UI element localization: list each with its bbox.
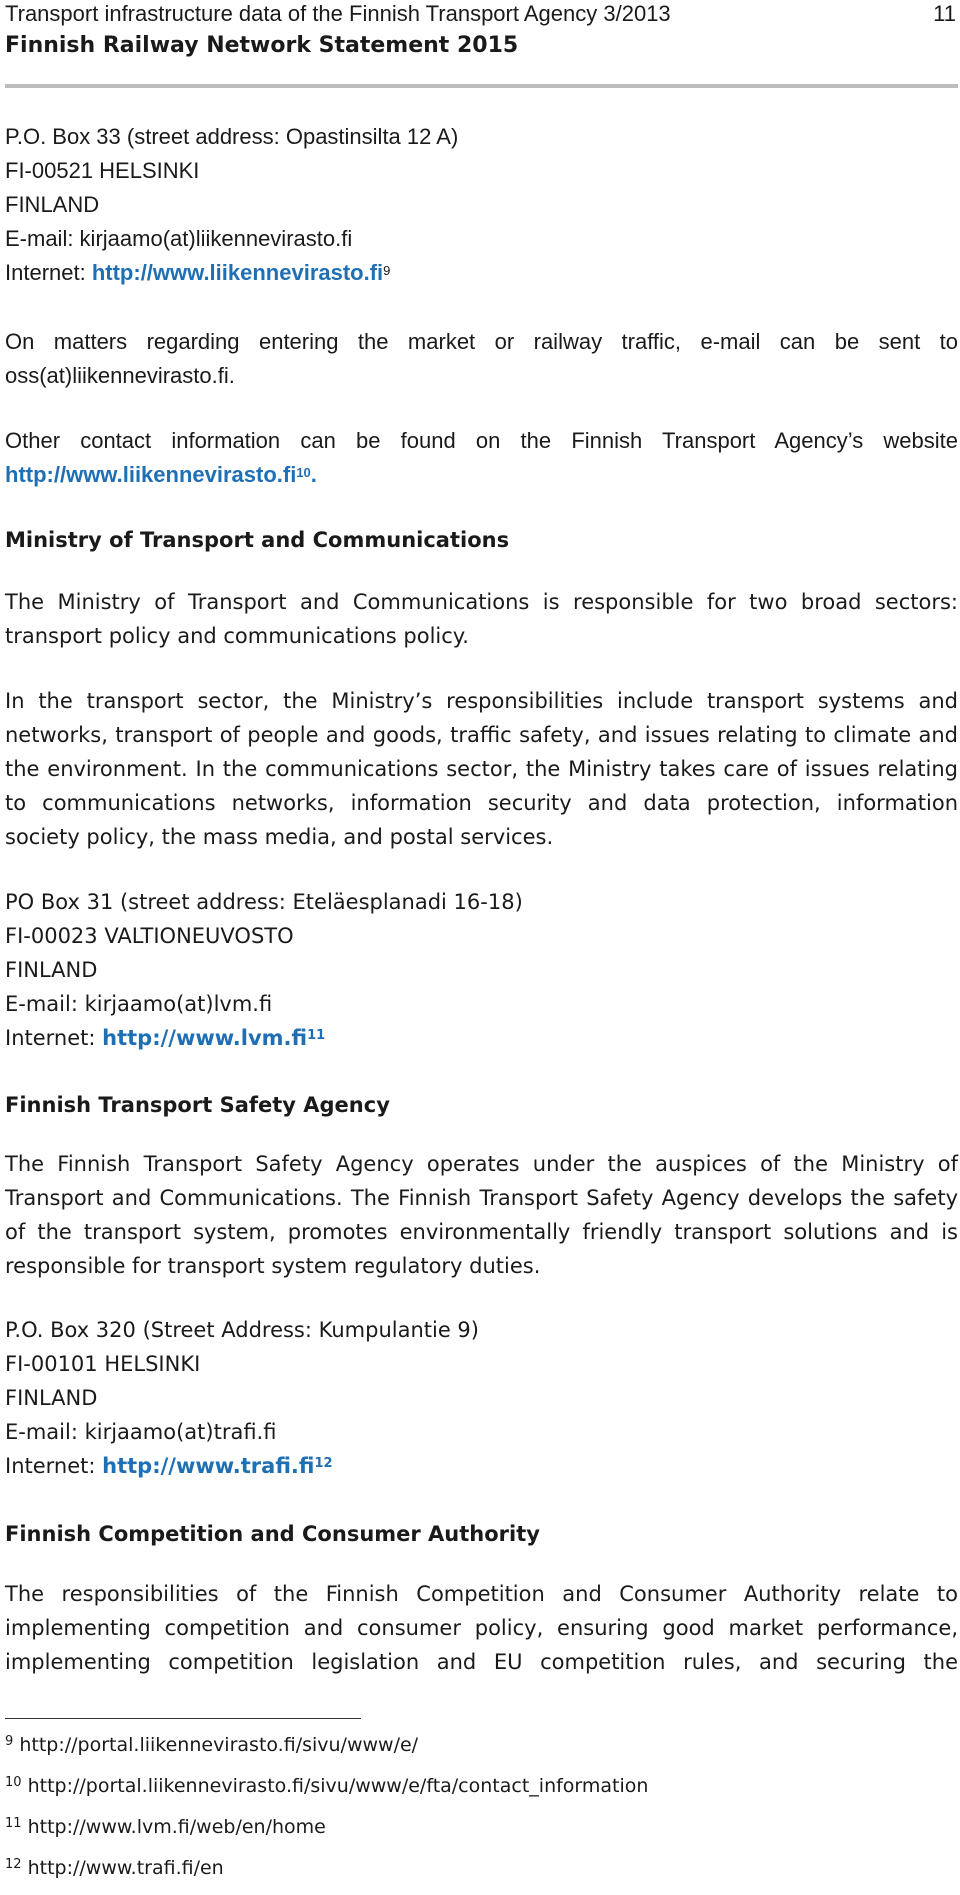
ministry-email: E-mail: kirjaamo(at)lvm.fi — [5, 992, 273, 1016]
kkv-paragraph-1: The responsibilities of the Finnish Competition and Consumer Authority relate to implementing competition and consumer policy, ensuring good market performance, implementing competition legislation and EU competition rules, and securing the — [5, 1582, 958, 1674]
header-subtitle: Finnish Railway Network Statement 2015 — [5, 33, 519, 58]
ministry-internet-label: Internet: — [5, 1026, 103, 1050]
footnote-10 — [5, 1775, 648, 1797]
market-paragraph — [5, 325, 958, 393]
trafi-internet-label: Internet: — [5, 1454, 103, 1478]
footnote-ref-11[interactable]: 11 — [307, 1028, 326, 1043]
footnote-9-text[interactable]: http://portal.liikennevirasto.fi/sivu/www/e/ — [19, 1734, 419, 1756]
header-title: Transport infrastructure data of the Finnish Transport Agency 3/2013 — [5, 1, 671, 26]
ministry-heading: Ministry of Transport and Communications — [5, 528, 510, 552]
ministry-internet — [5, 1021, 958, 1055]
trafi-heading: Finnish Transport Safety Agency — [5, 1093, 390, 1117]
footnote-ref-9[interactable]: 9 — [383, 263, 391, 278]
footnote-10-number: 10 — [5, 1775, 22, 1790]
other-contact-link[interactable]: http://www.liikennevirasto.fi — [5, 462, 297, 487]
footnote-11-number: 11 — [5, 1816, 22, 1831]
footnote-12-text[interactable]: http://www.trafi.fi/en — [27, 1857, 224, 1879]
ministry-paragraph-1: The Ministry of Transport and Communications is responsible for two broad sectors: transport policy and communications policy. — [5, 590, 958, 648]
footnote-ref-12[interactable]: 12 — [314, 1456, 333, 1471]
footnote-11 — [5, 1816, 326, 1838]
page-header — [5, 0, 958, 88]
other-contact-period: . — [310, 462, 317, 487]
fta-internet-label: Internet: — [5, 260, 92, 285]
trafi-address-line2: FI-00101 HELSINKI — [5, 1352, 201, 1376]
ministry-internet-link[interactable]: http://www.lvm.fi — [102, 1026, 308, 1050]
page-number: 11 — [933, 1, 956, 26]
ministry-paragraph-2: In the transport sector, the Ministry’s responsibilities include transport systems and networks, transport of people and goods, traffic safety, and issues relating to climate and the environment. In the communications sector, the Ministry takes care of issues relating to communications networks, information security and data protection, information society policy, the mass media, and postal services. — [5, 689, 958, 849]
fta-internet — [5, 256, 958, 290]
fta-address-line2: FI-00521 HELSINKI — [5, 158, 200, 183]
footnote-12-number: 12 — [5, 1857, 22, 1872]
trafi-internet — [5, 1449, 958, 1483]
ministry-address-line2: FI-00023 VALTIONEUVOSTO — [5, 924, 294, 948]
fta-internet-link[interactable]: http://www.liikennevirasto.fi — [91, 260, 384, 285]
footnote-separator — [5, 1718, 361, 1719]
trafi-address-line1: P.O. Box 320 (Street Address: Kumpulantie 9) — [5, 1318, 479, 1342]
footnote-9-number: 9 — [5, 1734, 14, 1749]
market-paragraph-line1: On matters regarding entering the market or railway traffic, e-mail can be sent to — [5, 329, 958, 354]
footnote-11-text[interactable]: http://www.lvm.fi/web/en/home — [27, 1816, 326, 1838]
kkv-heading: Finnish Competition and Consumer Authority — [5, 1522, 540, 1546]
trafi-internet-link[interactable]: http://www.trafi.fi — [102, 1454, 315, 1478]
fta-email: E-mail: kirjaamo(at)liikennevirasto.fi — [5, 226, 353, 251]
other-contact-line1: Other contact information can be found on the Finnish Transport Agency’s website — [5, 428, 958, 453]
footnote-12 — [5, 1857, 224, 1879]
footnote-ref-10[interactable]: 10 — [296, 465, 311, 480]
ministry-address-line3: FINLAND — [5, 958, 98, 982]
trafi-address-line3: FINLAND — [5, 1386, 98, 1410]
ministry-address — [5, 885, 958, 1055]
fta-address-line3: FINLAND — [5, 192, 100, 217]
footnote-10-text[interactable]: http://portal.liikennevirasto.fi/sivu/www/e/fta/contact_information — [27, 1775, 649, 1797]
trafi-paragraph-1: The Finnish Transport Safety Agency operates under the auspices of the Ministry of Transport and Communications. The Finnish Transport Safety Agency develops the safety of the transport system, promotes environmentally friendly transport solutions and is responsible for transport system regulatory duties. — [5, 1152, 958, 1278]
footnote-9 — [5, 1734, 418, 1756]
trafi-email: E-mail: kirjaamo(at)trafi.fi — [5, 1420, 277, 1444]
other-contact-line2 — [5, 458, 958, 492]
trafi-address — [5, 1313, 958, 1483]
market-paragraph-line2: oss(at)liikennevirasto.fi. — [5, 363, 235, 388]
fta-address-line1: P.O. Box 33 (street address: Opastinsilta 12 A) — [5, 124, 459, 149]
document-page — [5, 0, 960, 1879]
fta-address — [5, 120, 958, 290]
ministry-address-line1: PO Box 31 (street address: Eteläesplanadi 16-18) — [5, 890, 523, 914]
other-contact-paragraph — [5, 424, 958, 492]
